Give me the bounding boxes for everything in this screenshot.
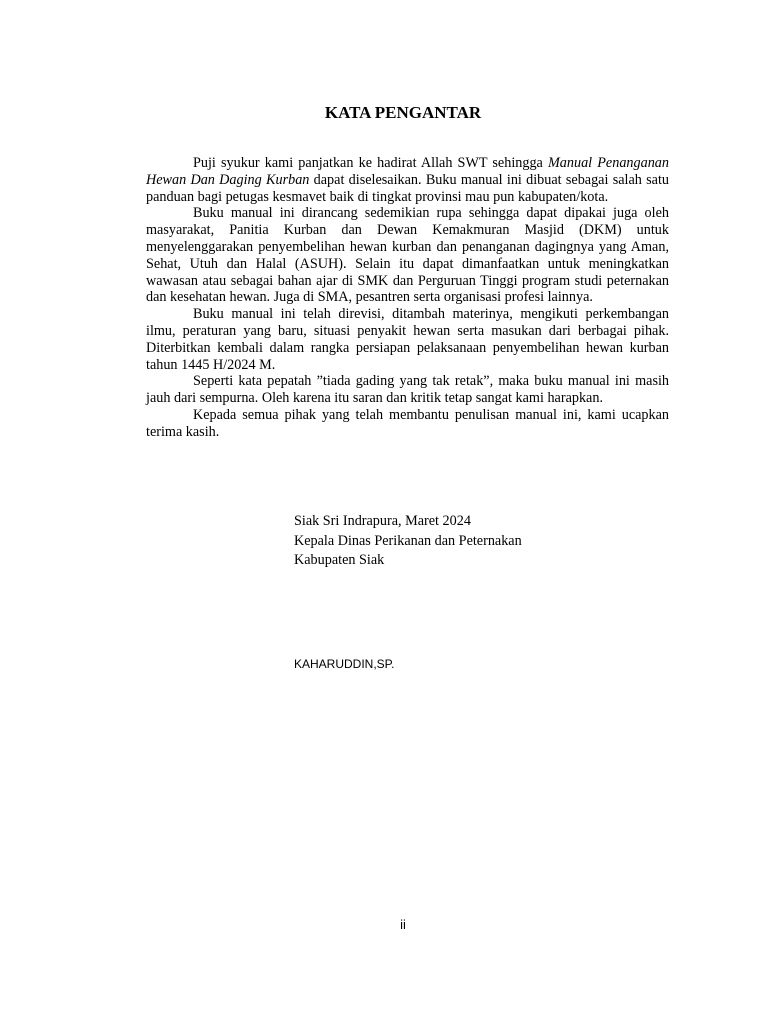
manual-title-italic: Manual Penanganan Hewan Dan Daging Kurban xyxy=(146,155,669,188)
paragraph-5: Kepada semua pihak yang telah membantu penulisan manual ini, kami ucapkan terima kasih. xyxy=(146,406,669,440)
signature-position: Kepala Dinas Perikanan dan Peternakan xyxy=(294,532,522,549)
paragraph-2: Buku manual ini dirancang sedemikian rupa sehingga dapat dipakai juga oleh masyarakat, Panitia Kurban dan Dewan Kemakmuran Masjid (DKM) untuk menyelenggarakan penyembelihan hewan kurban dan penanganan dagingnya yang Aman, Sehat, Utuh dan Halal (ASUH). Selain itu dapat dimanfaatkan untuk meningkatkan wawasan atau sebagai bahan ajar di SMK dan Perguruan Tinggi program studi peternakan dan kesehatan hewan. Juga di SMA, pesantren serta organisasi profesi lainnya. xyxy=(146,205,669,306)
paragraph-1-rest: dapat diselesaikan. Buku manual ini dibuat sebagai salah satu panduan bagi petugas kesmavet baik di tingkat provinsi mau pun kabupaten/kota. xyxy=(146,171,669,205)
page-title: KATA PENGANTAR xyxy=(324,103,482,122)
signer-name: KAHARUDDIN,SP. xyxy=(294,657,395,671)
signature-region: Kabupaten Siak xyxy=(294,552,385,569)
paragraph-1 xyxy=(146,155,669,205)
paragraph-4: Seperti kata pepatah ”tiada gading yang tak retak”, maka buku manual ini masih jauh dari sempurna. Oleh karena itu saran dan kritik tetap sangat kami harapkan. xyxy=(146,373,669,407)
signature-place-date: Siak Sri Indrapura, Maret 2024 xyxy=(294,513,471,529)
signature-block xyxy=(294,512,522,571)
foreword-body xyxy=(146,155,669,441)
paragraph-1-intro: Puji syukur kami panjatkan ke hadirat Allah SWT sehingga xyxy=(193,155,548,171)
page-number: ii xyxy=(400,917,406,932)
paragraph-3: Buku manual ini telah direvisi, ditambah materinya, mengikuti perkembangan ilmu, peraturan yang baru, situasi penyakit hewan serta masukan dari berbagai pihak. Diterbitkan kembali dalam rangka persiapan pelaksanaan penyembelihan hewan kurban tahun 1445 H/2024 M. xyxy=(146,306,669,373)
